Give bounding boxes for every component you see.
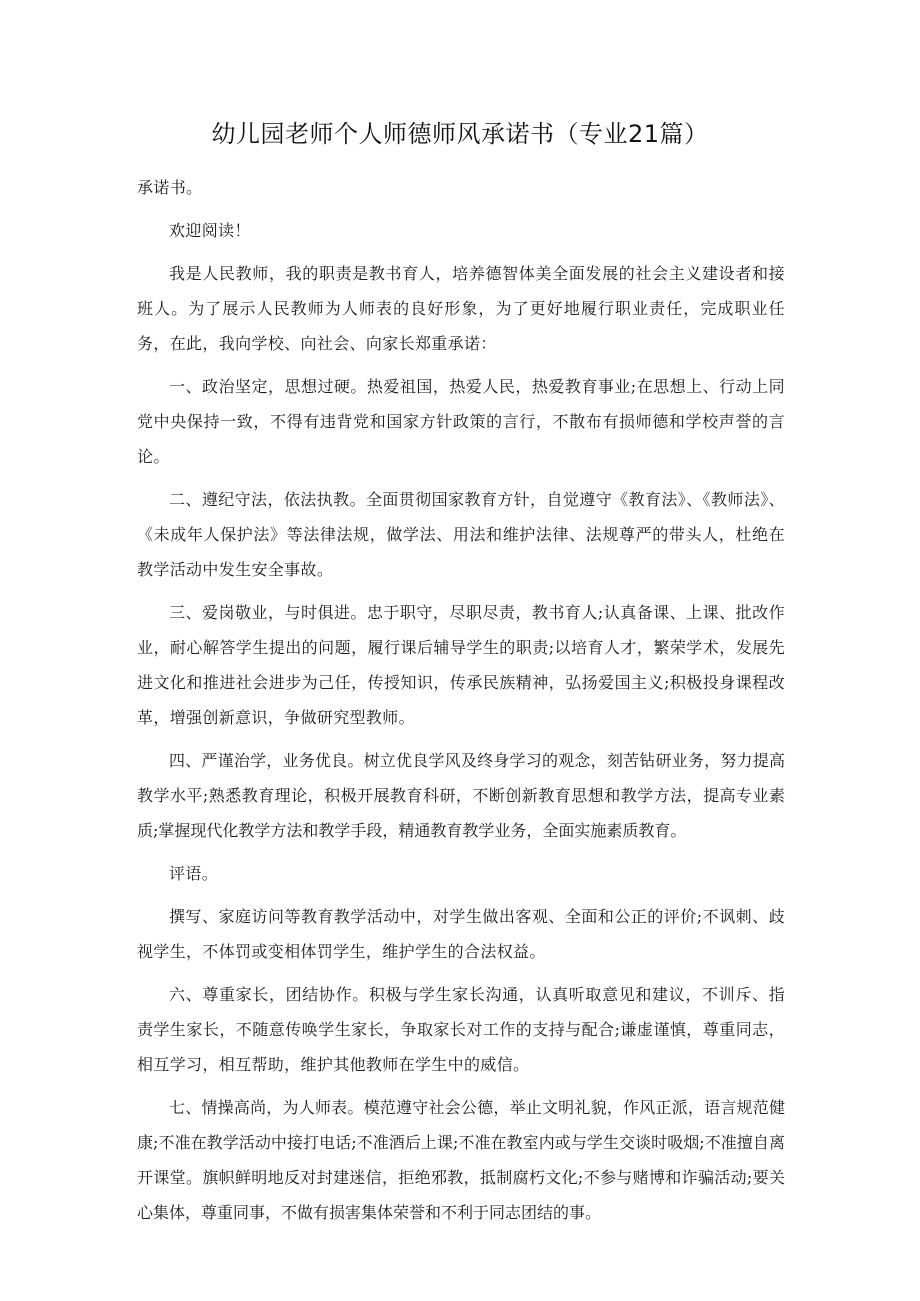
paragraph-intro: 我是人民教师，我的职责是教书育人，培养德智体美全面发展的社会主义建设者和接班人。为了展示人民教师为人师表的良好形象，为了更好地履行职业责任，完成职业任务，在此，我向学校、向社会、向家长郑重承诺： — [137, 264, 785, 353]
paragraph-comment: 评语。 — [169, 864, 219, 883]
paragraph-pledge-3: 三、爱岗敬业，与时俱进。忠于职守，尽职尽责，教书育人;认真备课、上课、批改作业，耐心解答学生提出的问题，履行课后辅导学生的职责;以培育人才，繁荣学术，发展先进文化和推进社会进步为己任，传授知识，传承民族精神，弘扬爱国主义;积极投身课程改革，增强创新意识，争做研究型教师。 — [137, 603, 785, 727]
paragraph-pledge-7: 七、情操高尚，为人师表。模范遵守社会公德，举止文明礼貌，作风正派，语言规范健康;不准在教学活动中接打电话;不准酒后上课;不准在教室内或与学生交谈时吸烟;不准擅自离开课堂。旗帜鲜明地反对封建迷信，拒绝邪教，抵制腐朽文化;不参与赌博和诈骗活动;要关心集体，尊重同事，不做有损害集体荣誉和不利于同志团结的事。 — [137, 1098, 785, 1222]
paragraph-pledge-6: 六、尊重家长，团结协作。积极与学生家长沟通，认真听取意见和建议，不训斥、指责学生家长，不随意传唤学生家长，争取家长对工作的支持与配合;谦虚谨慎，尊重同志，相互学习，相互帮助，维护其他教师在学生中的威信。 — [137, 985, 785, 1074]
paragraph-pledge-2: 二、遵纪守法，依法执教。全面贯彻国家教育方针，自觉遵守《教育法》、《教师法》、《未成年人保护法》等法律法规，做学法、用法和维护法律、法规尊严的带头人，杜绝在教学活动中发生安全事故。 — [137, 490, 785, 579]
document-title: 幼儿园老师个人师德师风承诺书（专业21篇） — [211, 120, 709, 148]
paragraph-opening: 承诺书。 — [137, 178, 203, 197]
paragraph-welcome: 欢迎阅读！ — [169, 221, 251, 240]
document-body — [137, 170, 785, 1238]
paragraph-pledge-1: 一、政治坚定，思想过硬。热爱祖国，热爱人民，热爱教育事业;在思想上、行动上同党中央保持一致，不得有违背党和国家方针政策的言行，不散布有损师德和学校声誉的言论。 — [137, 377, 785, 466]
paragraph-evaluation: 撰写、家庭访问等教育教学活动中，对学生做出客观、全面和公正的评价;不讽刺、歧视学生，不体罚或变相体罚学生，维护学生的合法权益。 — [137, 907, 785, 961]
paragraph-pledge-4: 四、严谨治学，业务优良。树立优良学风及终身学习的观念，刻苦钻研业务，努力提高教学水平;熟悉教育理论，积极开展教育科研，不断创新教育思想和教学方法，提高专业素质;掌握现代化教学方法和教学手段，精通教育教学业务，全面实施素质教育。 — [137, 751, 785, 840]
